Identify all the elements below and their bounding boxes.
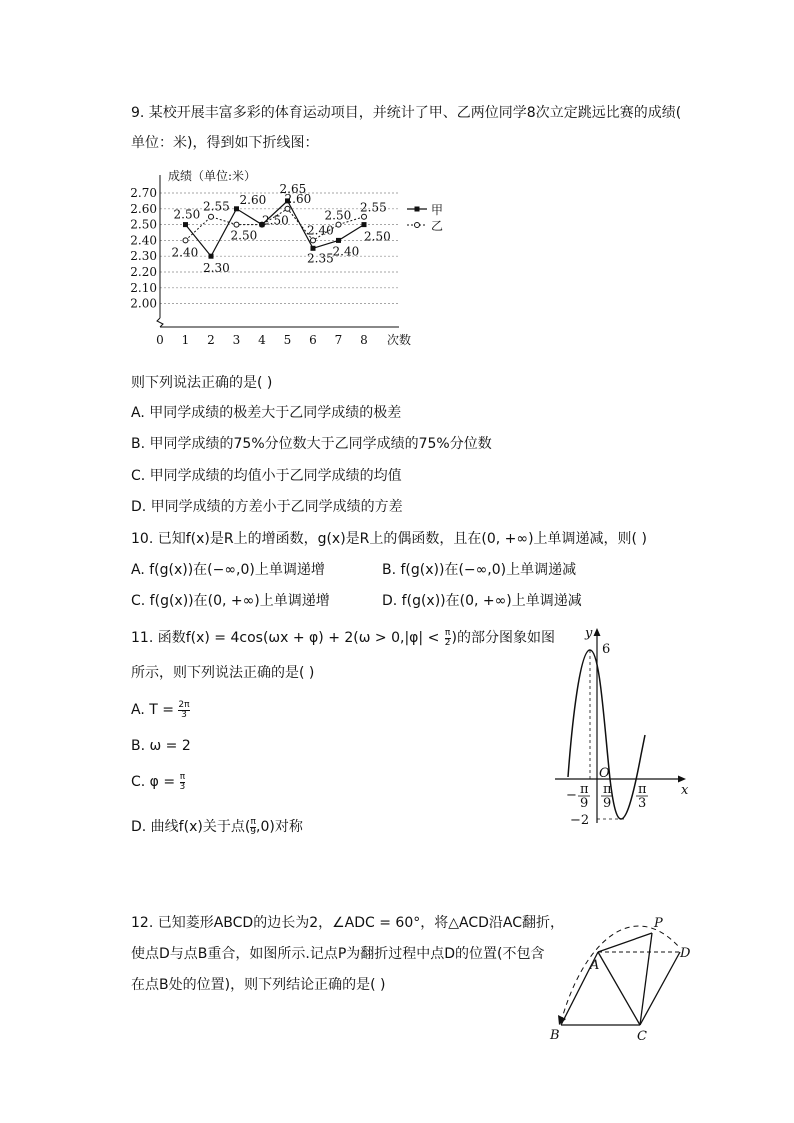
q9-option-a: A. 甲同学成绩的极差大于乙同学成绩的极差 bbox=[131, 405, 402, 421]
q9-option-b: B. 甲同学成绩的75%分位数大于乙同学成绩的75%分位数 bbox=[131, 436, 492, 452]
q11-option-d-suffix: ,0)对称 bbox=[256, 819, 303, 835]
q11-option-a-prefix: A. T = bbox=[131, 702, 179, 718]
q11-option-c-num: π bbox=[179, 771, 186, 782]
legend-yi-label: 乙 bbox=[431, 219, 444, 233]
legend-yi-marker bbox=[415, 223, 420, 228]
y-tick-label: 2.70 bbox=[130, 186, 157, 200]
series-jia-point bbox=[336, 238, 341, 243]
x-tick-label: 8 bbox=[360, 333, 368, 347]
x-axis-title: 次数 bbox=[387, 333, 412, 347]
series-yi-label: 2.50 bbox=[230, 228, 258, 243]
q9-stem-line2: 单位：米)，得到如下折线图： bbox=[131, 135, 319, 151]
series-jia-label: 2.65 bbox=[279, 181, 307, 196]
q11-option-c-den: 3 bbox=[179, 781, 186, 792]
q10-option-c: C. f(g(x))在(0, +∞)上单调递增 bbox=[131, 593, 330, 609]
x-tick-label: 1 bbox=[181, 333, 190, 347]
q10-option-b: B. f(g(x))在(−∞,0)上单调递减 bbox=[382, 562, 577, 578]
q11-option-d-num: π bbox=[250, 816, 256, 827]
q12-rhombus-figure bbox=[542, 905, 702, 1045]
q11-cosine-graph bbox=[550, 623, 700, 833]
y-tick-label: 2.00 bbox=[130, 296, 157, 311]
q12-stem-line1: 12. 已知菱形ABCD的边长为2，∠ADC = 60°，将△ACD沿AC翻折， bbox=[131, 915, 565, 931]
q11-neg-sign: − bbox=[566, 788, 577, 803]
x-tick-label: 0 bbox=[156, 333, 164, 347]
q11-stem-line1 bbox=[131, 628, 555, 648]
q11-pos-den: 9 bbox=[603, 796, 612, 811]
q12-fold-arc bbox=[561, 926, 680, 1022]
series-yi-label: 2.55 bbox=[360, 200, 387, 215]
q11-y-label: y bbox=[585, 626, 593, 641]
series-yi-label: 2.40 bbox=[307, 223, 334, 238]
q12-label-b: B bbox=[550, 1028, 560, 1043]
series-yi-label: 2.60 bbox=[284, 191, 312, 206]
q10-stem: 10. 已知f(x)是R上的增函数，g(x)是R上的偶函数，且在(0, +∞)上单调递减，则( ) bbox=[131, 531, 647, 547]
q11-pi-over-2 bbox=[445, 629, 451, 648]
y-tick-label: 2.20 bbox=[130, 265, 157, 279]
series-yi-point bbox=[183, 238, 188, 243]
q11-frac-den: 2 bbox=[444, 637, 451, 648]
x-tick-label: 2 bbox=[207, 333, 215, 347]
q11-origin-label: O bbox=[599, 766, 610, 781]
q11-stem-part-a: 11. 函数f(x) = 4cos(ωx + φ) + 2(ω > 0,|φ| < bbox=[131, 630, 444, 646]
q11-x-label: x bbox=[681, 783, 689, 798]
q11-neg-den: 9 bbox=[580, 796, 589, 811]
q11-option-d-den: 9 bbox=[250, 826, 257, 837]
x-tick-label: 4 bbox=[258, 333, 266, 347]
series-jia-label: 2.35 bbox=[307, 251, 334, 266]
q12-label-p: P bbox=[654, 916, 663, 931]
q12-segment-ap bbox=[598, 933, 652, 952]
q12-stem-line3: 在点B处的位置)，则下列结论正确的是( ) bbox=[131, 977, 386, 993]
series-yi-label: 2.40 bbox=[171, 245, 199, 260]
series-jia-point bbox=[311, 246, 316, 251]
series-yi-point bbox=[311, 238, 316, 243]
y-tick-label: 2.50 bbox=[130, 217, 157, 232]
y-axis-title: 成绩（单位:米） bbox=[168, 169, 257, 183]
q11-stem-line2: 所示，则下列说法正确的是( ) bbox=[131, 665, 315, 681]
series-yi-point bbox=[336, 222, 341, 227]
series-jia-label: 2.50 bbox=[364, 229, 391, 244]
q11-option-a-num: 2π bbox=[178, 699, 190, 710]
q11-stem-part-b: )的部分图象如图 bbox=[451, 630, 555, 646]
y-tick-label: 2.40 bbox=[130, 233, 157, 248]
q12-segment-pc bbox=[640, 933, 652, 1025]
q12-label-c: C bbox=[637, 1029, 647, 1044]
q12-segment-cd bbox=[640, 952, 680, 1025]
q11-pi3-den: 3 bbox=[638, 796, 647, 811]
y-tick-label: 2.60 bbox=[130, 201, 157, 216]
q11-frac-num: π bbox=[444, 627, 451, 638]
series-yi-point bbox=[234, 222, 239, 227]
q12-stem-line2: 使点D与点B重合，如图所示.记点P为翻折过程中点D的位置(不包含 bbox=[131, 946, 545, 962]
q12-segment-ac bbox=[598, 952, 640, 1025]
series-jia-point bbox=[362, 222, 367, 227]
y-tick-label: 2.30 bbox=[130, 249, 157, 264]
q9-stem-line1: 9. 某校开展丰富多彩的体育运动项目，并统计了甲、乙两位同学8次立定跳远比赛的成绩( bbox=[131, 105, 682, 121]
series-yi-point bbox=[285, 206, 290, 211]
q11-min-value: −2 bbox=[570, 813, 590, 828]
series-jia-label: 2.30 bbox=[203, 261, 230, 276]
series-jia-point bbox=[183, 222, 188, 227]
q11-x-axis-arrow bbox=[678, 776, 686, 783]
q10-option-a: A. f(g(x))在(−∞,0)上单调递增 bbox=[131, 562, 325, 578]
x-tick-label: 6 bbox=[309, 333, 317, 347]
legend-jia-label: 甲 bbox=[431, 203, 444, 217]
q11-option-d bbox=[131, 817, 303, 837]
q12-label-a: A bbox=[590, 958, 600, 973]
q9-option-c: C. 甲同学成绩的均值小于乙同学成绩的均值 bbox=[131, 468, 402, 484]
x-tick-label: 7 bbox=[334, 333, 343, 347]
series-jia-label: 2.50 bbox=[262, 213, 289, 228]
series-yi-point bbox=[362, 214, 367, 219]
q11-option-b: B. ω = 2 bbox=[131, 738, 191, 754]
q11-option-a-den: 3 bbox=[181, 709, 187, 720]
q11-option-c-prefix: C. φ = bbox=[131, 774, 180, 790]
y-axis-break bbox=[157, 318, 163, 327]
series-yi-label: 2.50 bbox=[324, 208, 352, 223]
q11-option-d-prefix: D. 曲线f(x)关于点( bbox=[131, 819, 251, 835]
legend-jia-marker bbox=[415, 207, 420, 212]
series-yi-label: 2.55 bbox=[203, 199, 230, 214]
q11-max-value: 6 bbox=[602, 642, 611, 657]
q11-option-c-frac bbox=[180, 773, 186, 792]
q11-neg-pi: π bbox=[580, 782, 589, 797]
series-jia-label: 2.50 bbox=[173, 207, 201, 222]
q11-option-a bbox=[131, 700, 190, 720]
series-yi-point bbox=[209, 214, 214, 219]
x-tick-label: 5 bbox=[283, 333, 292, 347]
q9-question: 则下列说法正确的是( ) bbox=[131, 375, 273, 391]
q11-pos-pi: π bbox=[603, 782, 612, 797]
series-jia-label: 2.40 bbox=[332, 244, 360, 259]
q9-line-chart bbox=[125, 167, 445, 362]
y-tick-label: 2.10 bbox=[130, 280, 157, 295]
q11-pi3-num: π bbox=[638, 782, 647, 797]
q11-option-c bbox=[131, 772, 185, 792]
series-jia-point bbox=[234, 206, 239, 211]
q11-option-a-frac bbox=[178, 701, 189, 720]
series-jia-point bbox=[209, 254, 214, 259]
q12-label-d: D bbox=[680, 946, 691, 961]
series-jia-label: 2.60 bbox=[239, 192, 267, 207]
q9-option-d: D. 甲同学成绩的方差小于乙同学成绩的方差 bbox=[131, 499, 403, 515]
x-tick-label: 3 bbox=[232, 333, 241, 347]
q11-y-axis-arrow bbox=[594, 628, 601, 636]
q10-option-d: D. f(g(x))在(0, +∞)上单调递减 bbox=[382, 593, 582, 609]
